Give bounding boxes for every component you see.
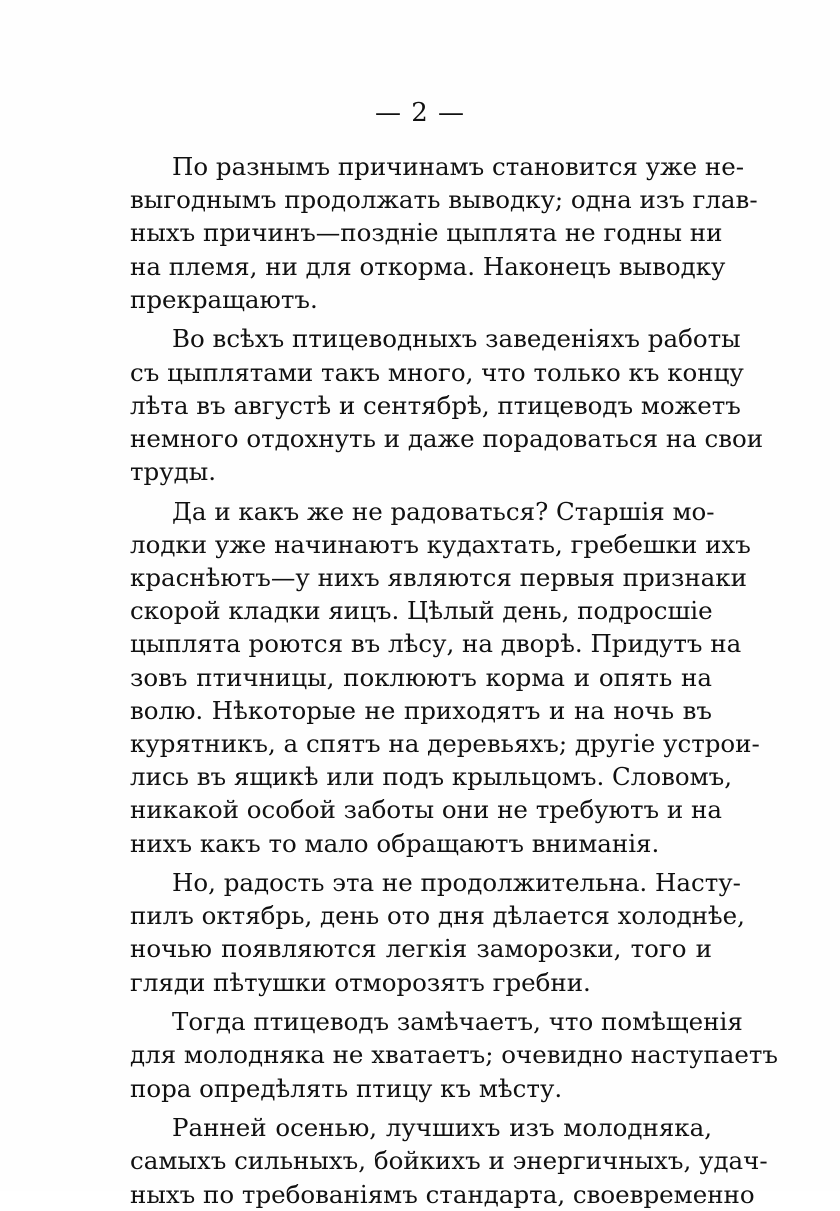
text-line: лѣта въ августѣ и сентябрѣ, птицеводъ можетъ <box>130 390 741 420</box>
text-line: ныхъ по требованіямъ стандарта, своевременно <box>130 1179 755 1209</box>
text-line: труды. <box>130 457 217 487</box>
text-line: никакой особой заботы они не требуютъ и на <box>130 795 722 825</box>
text-line: курятникъ, а спятъ на деревьяхъ; другіе устрои- <box>130 728 760 758</box>
text-line: ныхъ причинъ—поздніе цыплята не годны ни <box>130 218 723 248</box>
body-text <box>130 150 778 1211</box>
paragraph <box>130 866 745 999</box>
text-line: ночью появляются легкія заморозки, того и <box>130 934 712 964</box>
text-line: По разнымъ причинамъ становится уже не- <box>172 152 745 181</box>
text-line: Но, радость эта не продолжительна. Насту- <box>172 868 741 898</box>
text-line: волю. Нѣкоторые не приходятъ и на ночь въ <box>130 695 712 725</box>
text-line: съ цыплятами такъ много, что только къ концу <box>130 357 744 387</box>
text-line: скорой кладки яицъ. Цѣлый день, подросшіе <box>130 596 713 626</box>
paragraph <box>130 495 760 860</box>
text-line: Да и какъ же не радоваться? Старшія мо- <box>172 496 715 526</box>
text-line: прекращаютъ. <box>130 284 318 314</box>
text-line: выгоднымъ продолжать выводку; одна изъ глав- <box>130 185 758 215</box>
text-line: Ранней осенью, лучшихъ изъ молодняка, <box>172 1113 712 1143</box>
text-line: лодки уже начинаютъ кудахтать, гребешки ихъ <box>130 529 751 559</box>
text-line: немного отдохнуть и даже порадоваться на свои <box>130 423 764 453</box>
text-line: гляди пѣтушки отморозятъ гребни. <box>130 967 591 997</box>
text-line: цыплята роются въ лѣсу, на дворѣ. Придутъ на <box>130 629 742 659</box>
text-line: для молодняка не хватаетъ; очевидно наступаетъ <box>130 1040 778 1070</box>
text-line: Во всѣхъ птицеводныхъ заведеніяхъ работы <box>172 324 741 354</box>
text-line: Тогда птицеводъ замѣчаетъ, что помѣщенія <box>172 1007 743 1037</box>
paragraph <box>130 1111 768 1211</box>
text-line: нихъ какъ то мало обращаютъ вниманія. <box>130 828 660 858</box>
text-line: пора опредѣлять птицу къ мѣсту. <box>130 1073 563 1103</box>
text-line: зовъ птичницы, поклюютъ корма и опять на <box>130 662 712 692</box>
text-line: лись въ ящикѣ или подъ крыльцомъ. Словомъ, <box>130 762 733 792</box>
text-line: краснѣютъ—у нихъ являются первыя признаки <box>130 563 747 593</box>
text-line: на племя, ни для откорма. Наконецъ выводку <box>130 251 726 281</box>
text-line: самыхъ сильныхъ, бойкихъ и энергичныхъ, удач- <box>130 1146 768 1176</box>
paragraph <box>130 322 764 488</box>
paragraph <box>130 150 758 316</box>
page-number: — 2 — <box>374 98 466 128</box>
paragraph <box>130 1005 778 1105</box>
text-line: пилъ октябрь, день ото дня дѣлается холоднѣе, <box>130 901 745 931</box>
